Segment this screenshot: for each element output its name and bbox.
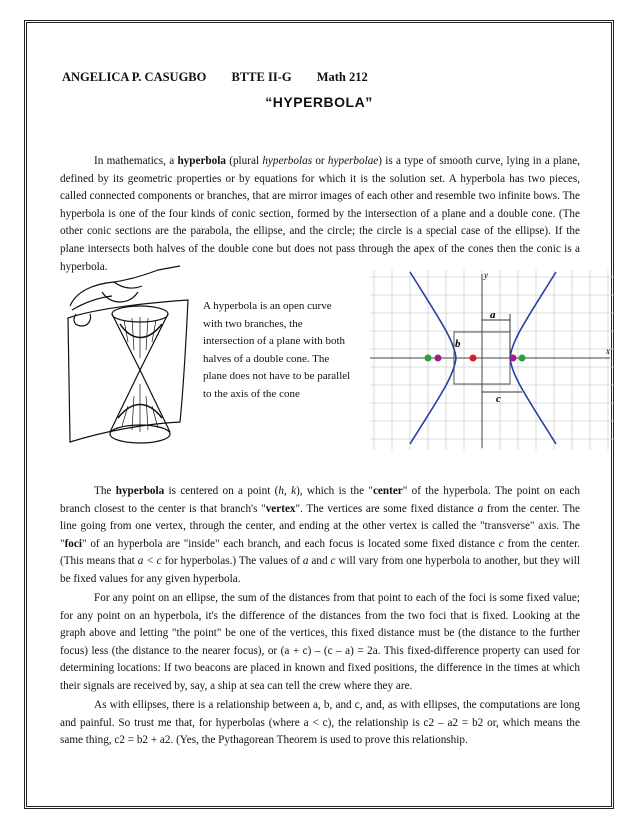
double-cone-illustration	[62, 262, 202, 474]
intro-paragraph: In mathematics, a hyperbola (plural hyperbolas or hyperbolae) is a type of smooth curve, lying in a plane, defined by its geometric properties or by equations for which it is the solution set. A hyperbola has two pieces, called connected components or branches, that are mirror images of each other and resemble two infinite bows. The hyperbola is one of the four kinds of conic section, formed by the intersection of a plane and a double cone. (The other conic sections are the parabola, the ellipse, and the circle; the circle is a special case of the ellipse). If the plane intersects both halves of the double cone but does not pass through the apex of the cones then the conic is a hyperbola.	[60, 155, 580, 273]
left-vertex-point	[435, 355, 442, 362]
x-axis-label: x	[606, 346, 610, 356]
y-axis-label: y	[484, 270, 488, 280]
foci-paragraph: For any point on an ellipse, the sum of the distances from that point to each of the foci is some fixed value; for any point on an hyperbola, it's the difference of the distances from the two foci that is fixed. Looking at the graph above and letting "the point" be one of the vertices, this fixed distance must be (the distance to the further focus) less (the distance to the nearer focus), or (a + c) – (c – a) = 2a. This fixed-difference property can used for determining locations: If two beacons are placed in known and fixed positions, the difference in the times at which their signals are received by, say, a ship at sea can tell the crew where they are.	[60, 592, 580, 692]
center-paragraph: The hyperbola is centered on a point (h, k), which is the "center" of the hyperbola. The point on each branch closest to the center is that branch's "vertex". The vertices are some fixed distance a from the center. The line going from one vertex, through the center, and ending at the other vertex is called the "transverse" axis. The "foci" of an hyperbola are "inside" each branch, and each focus is located some fixed distance c from the center. (This means that a < c for hyperbolas.) The values of a and c will vary from one hyperbola to another, but they will be fixed values for any given hyperbola.	[60, 485, 581, 585]
hyperbola-graph	[370, 270, 615, 450]
document-title: “HYPERBOLA”	[265, 94, 373, 110]
right-focus-point	[519, 355, 526, 362]
figure-caption: A hyperbola is an open curve with two branches, the intersection of a plane with both halves of a double cone. The plane does not have to be parallel to the axis of the cone	[203, 300, 351, 400]
relationship-paragraph: As with ellipses, there is a relationship between a, b, and c, and, as with ellipses, the computations are long and painful. So trust me that, for hyperbolas (where a < c), the relationship is c2 – a2 = b2 or, which means the same thing, c2 = b2 + a2. (Yes, the Pythagorean Theorem is used to prove this relationship.	[60, 699, 580, 747]
label-a: a	[490, 309, 496, 321]
left-focus-point	[425, 355, 432, 362]
right-vertex-point	[510, 355, 517, 362]
student-name: ANGELICA P. CASUGBO	[62, 70, 207, 84]
center-point	[470, 355, 477, 362]
course-code: BTTE II-G	[231, 70, 292, 84]
label-b: b	[455, 338, 461, 350]
student-header	[62, 70, 390, 85]
label-c: c	[496, 393, 501, 405]
subject: Math 212	[316, 70, 368, 84]
